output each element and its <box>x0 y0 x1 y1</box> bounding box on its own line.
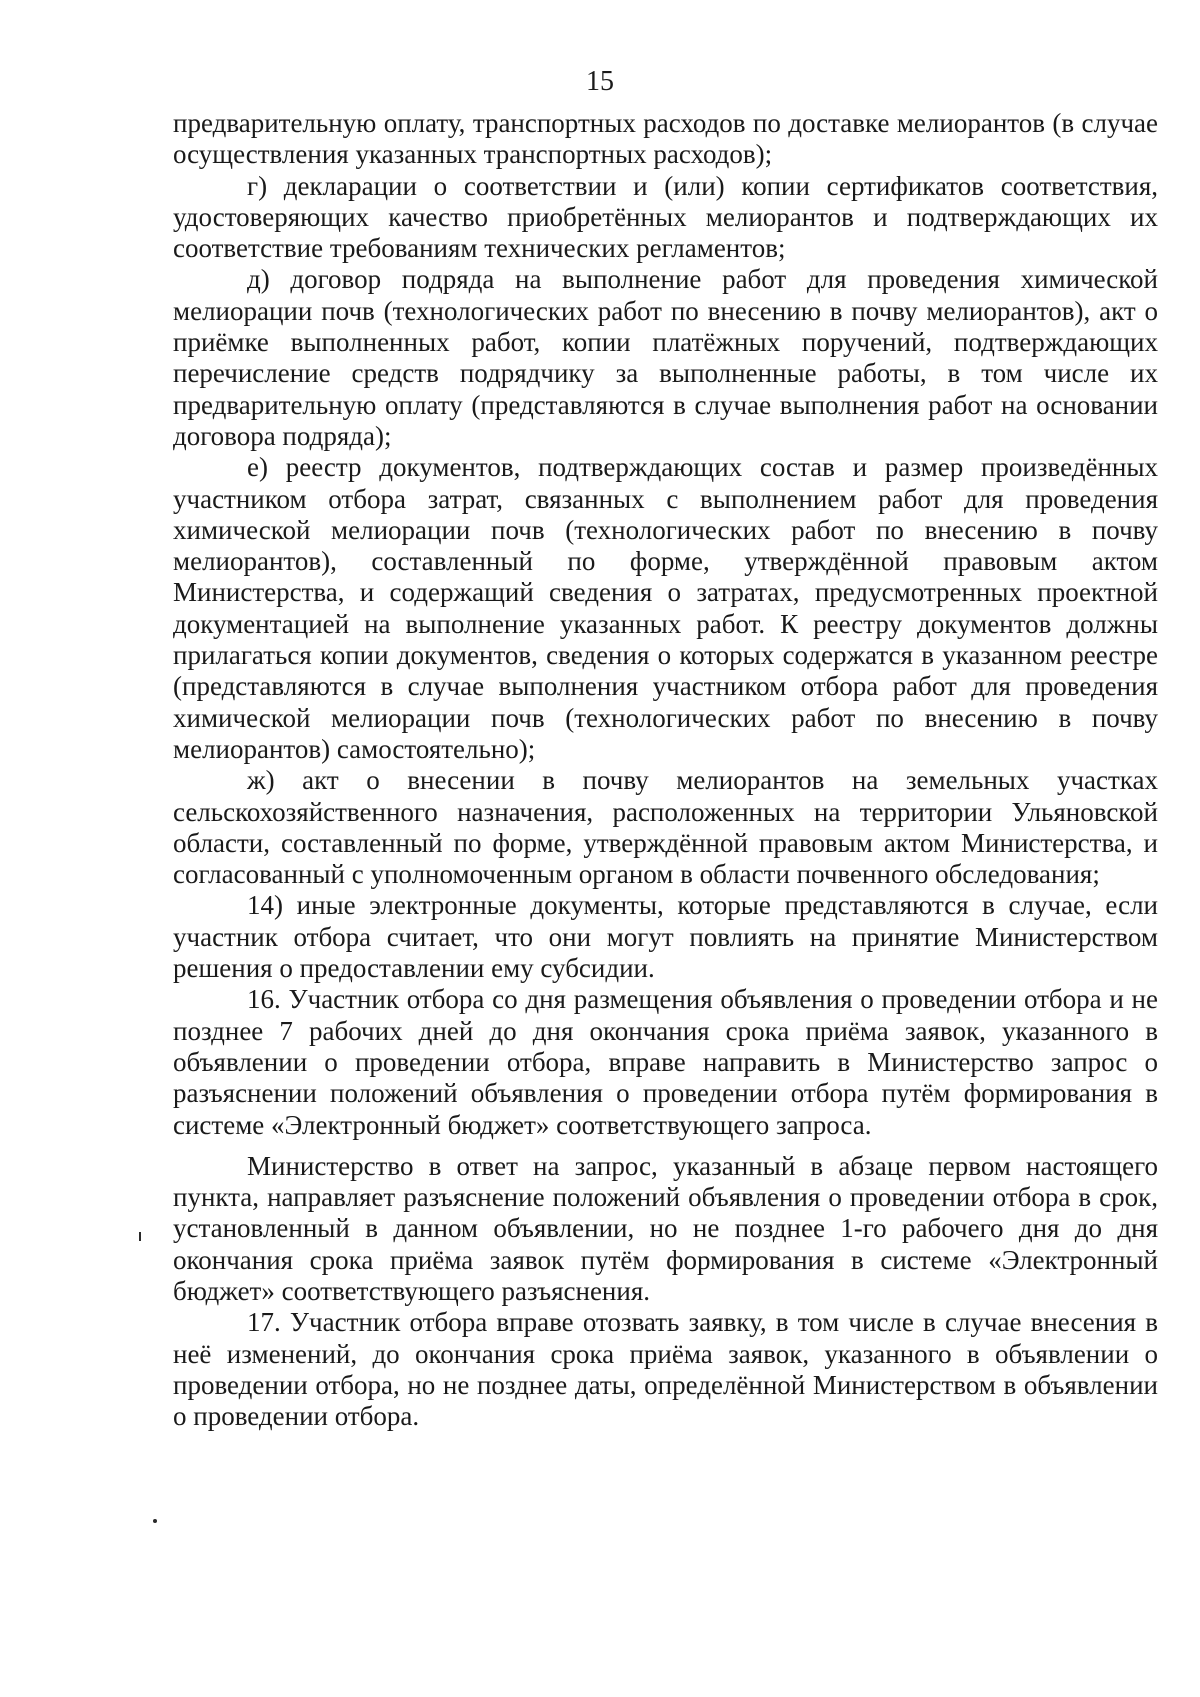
scan-mark <box>153 1519 157 1523</box>
paragraph-clause-17: 17. Участник отбора вправе отозвать заявку, в том числе в случае внесения в неё изменений, до окончания срока приёма заявок, указанного в объявлении о проведении отбора, но не позднее даты, определённой Министерством в объявлении о проведении отбора. <box>173 1307 1158 1432</box>
paragraph-item-14: 14) иные электронные документы, которые представляются в случае, если участник отбора считает, что они могут повлиять на принятие Министерством решения о предоставлении ему субсидии. <box>173 890 1158 984</box>
paragraph-item-d: д) договор подряда на выполнение работ для проведения химической мелиорации почв (технологических работ по внесению в почву мелиорантов), акт о приёмке выполненных работ, копии платёжных поручений, подтверждающих перечисление средств подрядчику за выполненные работы, в том числе их предварительную оплату (представляются в случае выполнения работ на основании договора подряда); <box>173 264 1158 451</box>
page-number: 15 <box>586 66 614 97</box>
paragraph-clause-16: 16. Участник отбора со дня размещения объявления о проведении отбора и не позднее 7 рабочих дней до дня окончания срока приёма заявок, указанного в объявлении о проведении отбора, вправе направить в Министерство запрос о разъяснении положений объявления о проведении отбора путём формирования в системе «Электронный бюджет» соответствующего запроса. <box>173 984 1158 1140</box>
paragraph-item-zh: ж) акт о внесении в почву мелиорантов на земельных участках сельскохозяйственного назначения, расположенных на территории Ульяновской области, составленный по форме, утверждённой правовым актом Министерства, и согласованный с уполномоченным органом в области почвенного обследования; <box>173 765 1158 890</box>
paragraph-item-e: е) реестр документов, подтверждающих состав и размер произведённых участником отбора затрат, связанных с выполнением работ для проведения химической мелиорации почв (технологических работ по внесению в почву мелиорантов), составленный по форме, утверждённой правовым актом Министерства, и содержащий сведения о затратах, предусмотренных проектной документацией на выполнение указанных работ. К реестру документов должны прилагаться копии документов, сведения о которых содержатся в указанном реестре (представляются в случае выполнения участником отбора работ для проведения химической мелиорации почв (технологических работ по внесению в почву мелиорантов) самостоятельно); <box>173 452 1158 764</box>
body-text <box>173 108 1158 1432</box>
paragraph-continuation: предварительную оплату, транспортных расходов по доставке мелиорантов (в случае осуществления указанных транспортных расходов); <box>173 108 1158 170</box>
paragraph-item-g: г) декларации о соответствии и (или) копии сертификатов соответствия, удостоверяющих качество приобретённых мелиорантов и подтверждающих их соответствие требованиям технических регламентов; <box>173 170 1158 264</box>
paragraph-clause-16-response: Министерство в ответ на запрос, указанный в абзаце первом настоящего пункта, направляет разъяснение положений объявления о проведении отбора в срок, установленный в данном объявлении, но не позднее 1-го рабочего дня до дня окончания срока приёма заявок путём формирования в системе «Электронный бюджет» соответствующего разъяснения. <box>173 1150 1158 1306</box>
scan-mark <box>139 1232 141 1241</box>
